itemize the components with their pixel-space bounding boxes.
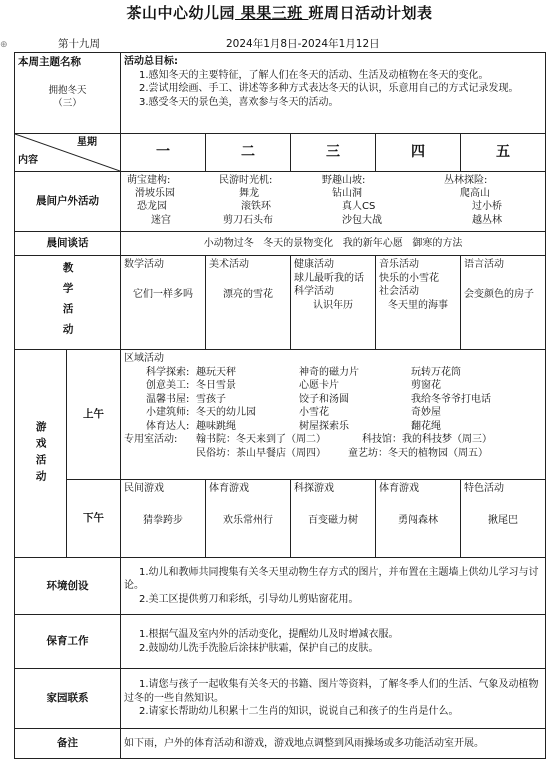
subject-name: 健康活动 (294, 259, 334, 270)
teaching-cell-thursday (376, 256, 461, 350)
activity-name: 勇闯森林 (398, 514, 438, 526)
outdoor-item: 野趣山坡: (322, 175, 366, 186)
activity-name: 欢乐常州行 (223, 514, 273, 526)
subject-name: 特色活动 (464, 483, 504, 494)
subject-name: 体育游戏 (209, 483, 249, 494)
outdoor-item: 丛林探险: (444, 175, 488, 186)
region-item: 小雪花 (299, 407, 329, 418)
activity-name: 漂亮的雪花 (223, 288, 273, 300)
outdoor-item: 萌宝建构: (127, 175, 171, 186)
outdoor-item: 过小桥 (472, 201, 502, 213)
region-item: 翻花绳 (411, 420, 441, 432)
region-item: 趣玩天秤 (196, 366, 236, 378)
week-number: 第十九周 (58, 38, 100, 50)
am-label: 上午 (67, 350, 121, 480)
activity-name: 猜拳跨步 (143, 514, 183, 526)
outdoor-item: 滚铁环 (241, 201, 271, 213)
region-item: 奇妙屋 (411, 407, 441, 418)
outdoor-item: 真人CS (342, 201, 376, 213)
outdoor-item: 越丛林 (472, 214, 502, 226)
special-room-item: 科技馆：我的科技梦（周三） (362, 434, 492, 445)
activity-name: 认识年历 (313, 299, 353, 311)
pm-cell-tuesday (206, 480, 291, 558)
region-item: 神奇的磁力片 (299, 366, 359, 378)
special-room-item: 翰书院：冬天来到了（周二） (196, 434, 326, 445)
subject-name: 数学活动 (124, 259, 164, 270)
special-room-label: 专用室活动: (124, 434, 178, 445)
outdoor-item: 舞龙 (239, 188, 259, 200)
environment-item: 2.美工区提供剪刀和彩纸，引导幼儿剪贴窗花用。 (139, 593, 359, 605)
theme-label: 本周主题名称 (18, 56, 81, 68)
activity-name: 快乐的小雪花 (379, 272, 439, 284)
day-monday: 一 (121, 134, 206, 172)
games-label: 游戏活动 (15, 350, 67, 558)
care-cell (121, 615, 546, 669)
region-activities-cell (121, 350, 546, 480)
goal-item: 1.感知冬天的主要特征，了解人们在冬天的活动、生活及动植物在冬天的变化。 (139, 69, 489, 81)
region-area: 温馨书屋: (146, 393, 190, 405)
page-title: 茶山中心幼儿园 果果三班 班周日活动计划表 (126, 4, 433, 22)
special-room-item: 童艺坊：冬天的植物园（周五） (348, 447, 488, 459)
week-content-header (15, 134, 121, 172)
outdoor-item: 迷宫 (151, 214, 171, 226)
region-area: 体育达人: (146, 420, 190, 432)
goal-item: 3.感受冬天的景色美，喜欢参与冬天的活动。 (139, 96, 339, 108)
activity-name: 百变磁力树 (308, 514, 358, 526)
region-item: 冬日雪景 (196, 380, 236, 391)
subject-name: 体育游戏 (379, 483, 419, 494)
activity-name: 它们一样多吗 (133, 288, 193, 300)
teaching-cell-friday (461, 256, 546, 350)
pm-label: 下午 (67, 480, 121, 558)
care-label: 保育工作 (15, 615, 121, 669)
outdoor-item: 恐龙园 (137, 201, 167, 213)
diagonal-divider (15, 134, 120, 171)
day-thursday: 四 (376, 134, 461, 172)
teaching-label: 教学活动 (15, 256, 121, 350)
region-area: 创意美工: (146, 380, 190, 391)
class-name: 果果三班 (235, 4, 309, 22)
environment-item: 1.幼儿和教师共同搜集有关冬天里动物生存方式的图片，并布置在主题墙上供幼儿学习与讨论。 (124, 566, 539, 592)
remarks-label: 备注 (15, 729, 121, 759)
activity-name: 会变颜色的房子 (464, 288, 534, 300)
subject-name: 社会活动 (379, 286, 419, 297)
goals-cell (121, 53, 546, 134)
pm-cell-thursday (376, 480, 461, 558)
goal-item: 2.尝试用绘画、手工、讲述等多种方式表达冬天的认识，乐意用自己的方式记录发现。 (139, 83, 519, 94)
teaching-cell-wednesday (291, 256, 376, 350)
subject-name: 美术活动 (209, 259, 249, 270)
day-tuesday: 二 (206, 134, 291, 172)
date-range: 2024年1月8日-2024年1月12日 (226, 38, 380, 50)
theme-name: 拥抱冬天 (48, 85, 87, 97)
outdoor-item: 剪刀石头布 (223, 214, 273, 226)
family-cell (121, 669, 546, 729)
region-item: 我给冬爷爷打电话 (411, 393, 491, 405)
outdoor-item: 钻山洞 (332, 188, 362, 200)
remarks-content: 如下雨，户外的体育活动和游戏，游戏地点调整到风雨操场或多功能活动室开展。 (121, 729, 546, 759)
region-area: 科学探索: (146, 366, 190, 378)
content-label: 内容 (18, 154, 38, 166)
activity-name: 球儿最听我的话 (294, 272, 364, 284)
week-label: 星期 (77, 137, 97, 148)
outdoor-item: 沙包大战 (342, 214, 382, 226)
pm-cell-friday (461, 480, 546, 558)
activity-name: 揪尾巴 (488, 514, 519, 526)
outdoor-item: 滑坡乐园 (135, 188, 175, 200)
outdoor-item: 爬高山 (460, 188, 490, 200)
region-area: 小建筑师: (146, 407, 190, 418)
day-wednesday: 三 (291, 134, 376, 172)
activity-name: 冬天里的海事 (388, 299, 448, 311)
region-item: 树屋探索乐 (299, 420, 349, 432)
region-item: 玩转万花筒 (411, 366, 461, 378)
morning-talk-content: 小动物过冬 冬天的景物变化 我的新年心愿 御寒的方法 (121, 232, 546, 256)
subject-name: 语言活动 (464, 259, 504, 270)
outdoor-label: 晨间户外活动 (15, 172, 121, 232)
environment-label: 环境创设 (15, 558, 121, 615)
care-item: 1.根据气温及室内外的活动变化，提醒幼儿及时增减衣服。 (139, 629, 399, 640)
environment-cell (121, 558, 546, 615)
weekly-plan-table (14, 52, 546, 759)
anchor-icon: ⊕ (0, 40, 8, 50)
morning-talk-label: 晨间谈话 (15, 232, 121, 256)
theme-number: （三） (53, 97, 82, 109)
family-item: 2.请家长帮助幼儿积累十二生肖的知识，说说自己和孩子的生肖是什么。 (139, 706, 459, 718)
outdoor-item: 民游时光机: (219, 175, 273, 186)
day-friday: 五 (461, 134, 546, 172)
goals-label: 活动总目标: (124, 56, 178, 67)
region-item: 剪窗花 (411, 380, 441, 391)
subject-name: 音乐活动 (379, 259, 419, 270)
outdoor-cell (121, 172, 546, 232)
region-title: 区域活动 (124, 353, 164, 364)
pm-cell-wednesday (291, 480, 376, 558)
region-item: 冬天的幼儿园 (196, 407, 256, 418)
subject-name: 民间游戏 (124, 483, 164, 494)
region-item: 心愿卡片 (299, 380, 339, 391)
region-item: 雪孩子 (196, 393, 226, 405)
subject-name: 科探游戏 (294, 483, 334, 494)
family-label: 家园联系 (15, 669, 121, 729)
region-item: 趣味跳绳 (196, 420, 236, 432)
region-item: 饺子和汤圆 (299, 393, 349, 405)
special-room-item: 民俗坊：茶山早餐店（周四） (196, 447, 326, 459)
family-item: 1.请您与孩子一起收集有关冬天的书籍、图片等资料，了解冬季人们的生活、气象及动植物过冬的一些自然知识。 (124, 679, 539, 704)
care-item: 2.鼓励幼儿洗手洗脸后涂抹护肤霜，保护自己的皮肤。 (139, 642, 379, 654)
subject-name: 科学活动 (294, 286, 334, 297)
teaching-cell-monday (121, 256, 206, 350)
theme-cell (15, 53, 121, 134)
teaching-cell-tuesday (206, 256, 291, 350)
pm-cell-monday (121, 480, 206, 558)
